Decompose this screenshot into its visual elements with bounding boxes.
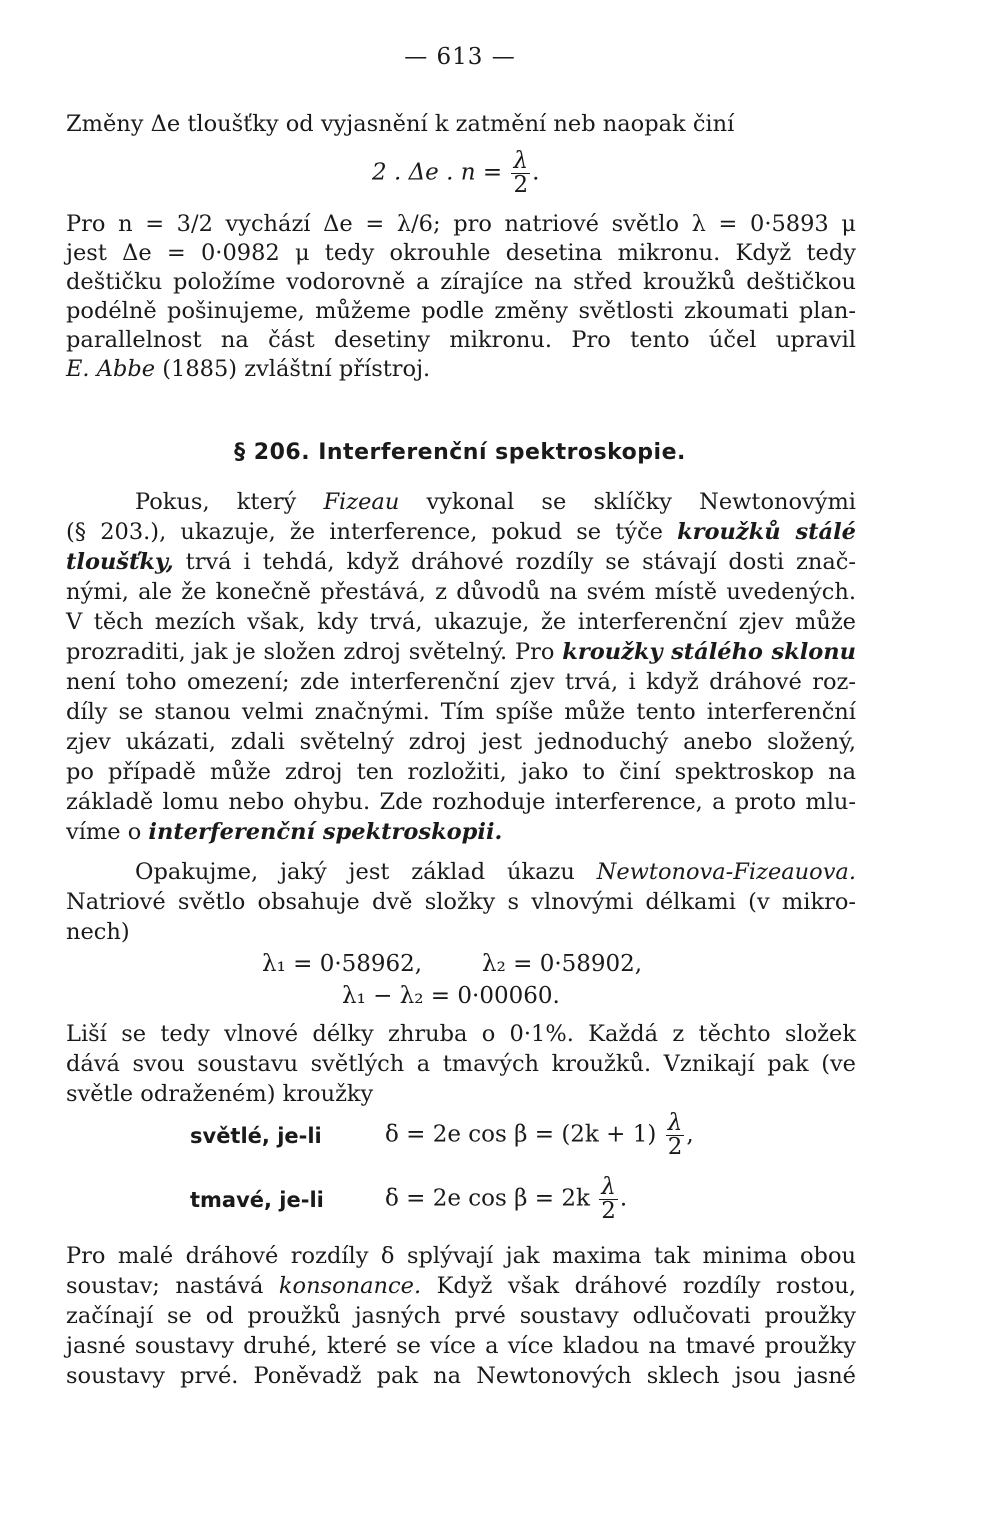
fraction-denominator: 2 — [513, 172, 529, 198]
text-line — [66, 518, 856, 546]
text-line: jest Δe = 0·0982 μ tedy okrouhle desetina mikronu. Když tedy — [66, 240, 856, 266]
text-run: trvá i tehdá, když dráhové rozdíly se stávají dosti znač- — [173, 549, 856, 575]
text-run: Opakujme, jaký jest základ úkazu — [135, 859, 597, 885]
text-line: Pro n = 3/2 vychází Δe = λ/6; pro natriové světlo λ = 0·5893 μ — [66, 211, 856, 237]
text-line: nech) — [66, 919, 130, 945]
equation-bright — [385, 1112, 694, 1159]
section-heading: § 206. Interferenční spektroskopie. — [234, 440, 686, 465]
text-line: Liší se tedy vlnové délky zhruba o 0·1%. Každá z těchto složek — [66, 1021, 856, 1047]
equation-lambda-2: λ₂ = 0·58902, — [482, 951, 643, 977]
fraction-numerator: λ — [599, 1176, 618, 1200]
equation-body: δ = 2e cos β = (2k + 1) — [385, 1121, 657, 1148]
emphasis: Newtonova-Fizeauova. — [596, 859, 856, 885]
text-line — [135, 488, 856, 516]
text-line: po případě může zdroj ten rozložiti, jako to činí spektroskop na — [66, 759, 856, 785]
fraction — [511, 150, 530, 197]
fraction-numerator: λ — [511, 150, 530, 174]
text-line: nými, ale že konečně přestává, z důvodů na svém místě uvedených. — [66, 579, 856, 605]
author-name: Fizeau — [323, 489, 400, 515]
equation-end: , — [686, 1121, 694, 1148]
text-line: světle odraženém) kroužky — [66, 1081, 374, 1107]
equation-end: . — [619, 1185, 628, 1212]
text-line: jasné soustavy druhé, které se více a více kladou na tmavé proužky — [66, 1333, 856, 1359]
equation-end: . — [532, 159, 540, 186]
text-run: vykonal se sklíčky Newtonovými — [399, 489, 856, 515]
equation-lambda-diff: λ₁ − λ₂ = 0·00060. — [342, 983, 560, 1009]
fraction-numerator: λ — [666, 1112, 685, 1136]
equation-lambda-1: λ₁ = 0·58962, — [262, 951, 423, 977]
text-line: podélně pošinujeme, můžeme podle změny světlosti zkoumati plan- — [66, 298, 856, 324]
emphasis: kroužky stálého sklonu — [562, 639, 856, 665]
equation-lhs: 2 . Δe . n = — [372, 159, 503, 186]
emphasis: tloušťky, — [66, 549, 174, 575]
fraction — [666, 1112, 685, 1159]
text-run: Když však dráhové rozdíly rostou, — [421, 1273, 856, 1299]
fraction-denominator: 2 — [667, 1134, 683, 1160]
text-run: (1885) zvláštní přístroj. — [155, 356, 431, 382]
text-run: Pokus, který — [135, 489, 324, 515]
emphasis: kroužků stálé — [677, 519, 856, 545]
text-run: (§ 203.), ukazuje, že interference, pokud se týče — [66, 519, 678, 545]
text-line: Natriové světlo obsahuje dvě složky s vlnovými délkami (v mikro- — [66, 889, 856, 915]
text-line: V těch mezích však, kdy trvá, ukazuje, že interferenční zjev může — [66, 609, 856, 635]
text-line: Změny Δe tloušťky od vyjasnění k zatmění neb naopak činí — [66, 111, 735, 137]
text-line — [66, 548, 856, 576]
equation-body: δ = 2e cos β = 2k — [385, 1185, 590, 1212]
text-run: soustav; nastává — [66, 1273, 279, 1299]
text-line — [66, 818, 856, 846]
text-line: není toho omezení; zde interferenční zjev trvá, i když dráhové roz- — [66, 669, 856, 695]
text-run: víme o — [66, 819, 149, 845]
equation-path-change — [372, 150, 539, 197]
fraction — [599, 1176, 618, 1223]
text-line — [66, 355, 856, 383]
text-line: parallelnost na část desetiny mikronu. Pro tento účel upravil — [66, 327, 856, 353]
emphasis: interferenční spektroskopii. — [148, 819, 503, 845]
text-line: Pro malé dráhové rozdíly δ splývají jak maxima tak minima obou — [66, 1243, 856, 1269]
text-line: deštičku položíme vodorovně a zírajíce na střed kroužků deštičkou — [66, 269, 856, 295]
text-line: začínají se od proužků jasných prvé soustavy odlučovati proužky — [66, 1303, 856, 1329]
text-line — [135, 858, 856, 886]
text-line: díly se stanou velmi značnými. Tím spíše může tento interferenční — [66, 699, 856, 725]
page-number: — 613 — — [404, 44, 516, 70]
fraction-denominator: 2 — [601, 1198, 616, 1224]
text-run: prozraditi, jak je složen zdroj světelný. Pro — [66, 639, 563, 665]
equation-dark — [385, 1176, 627, 1223]
condition-label-dark: tmavé, je-li — [190, 1188, 324, 1212]
text-line: soustavy prvé. Poněvadž pak na Newtonových sklech jsou jasné — [66, 1363, 856, 1389]
text-line: zjev ukázati, zdali světelný zdroj jest jednoduchý anebo složený, — [66, 729, 856, 755]
text-line — [66, 1272, 856, 1300]
author-name: E. Abbe — [66, 356, 156, 382]
text-line: základě lomu nebo ohybu. Zde rozhoduje interference, a proto mlu- — [66, 789, 856, 815]
emphasis: konsonance. — [278, 1273, 422, 1299]
condition-label-bright: světlé, je-li — [190, 1124, 322, 1148]
text-line: dává svou soustavu světlých a tmavých kroužků. Vznikají pak (ve — [66, 1051, 856, 1077]
text-line — [66, 638, 856, 666]
